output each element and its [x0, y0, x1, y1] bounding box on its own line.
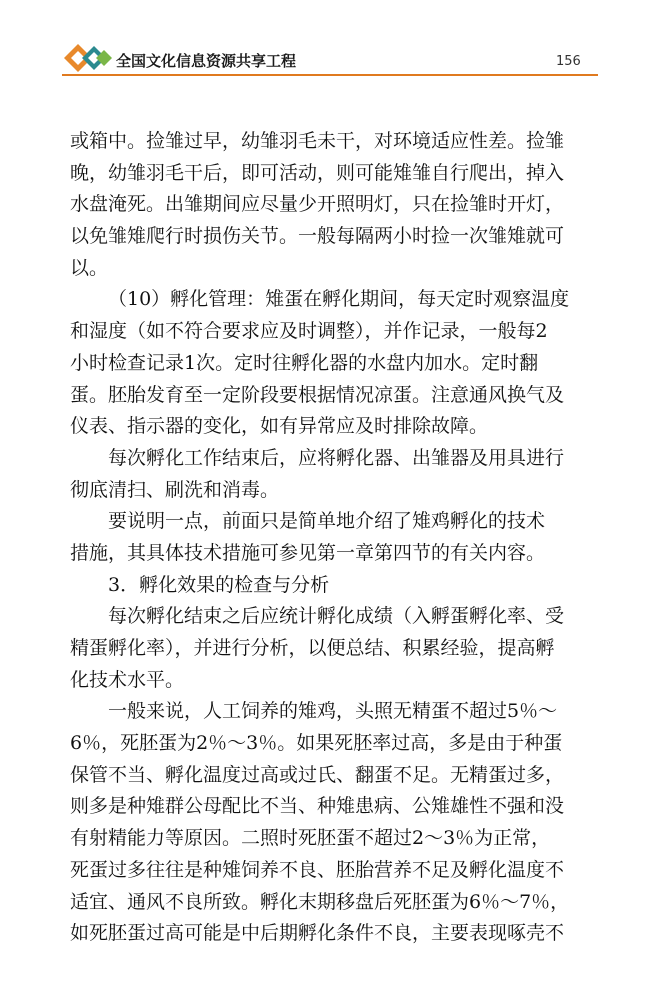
text-line: 水盘淹死。出雏期间应尽量少开照明灯，只在捡雏时开灯，: [70, 193, 565, 216]
text-line: 或箱中。捡雏过早，幼雏羽毛未干，对环境适应性差。捡雏: [70, 130, 565, 152]
text-line: 和湿度（如不符合要求应及时调整），并作记录，一般每2: [70, 320, 548, 343]
text-line: 小时检查记录1次。定时往孵化器的水盘内加水。定时翻: [70, 351, 539, 374]
text-line: 有射精能力等原因。二照时死胚蛋不超过2～3％为正常，: [70, 827, 551, 850]
text-line: 彻底清扫、刷洗和消毒。: [70, 478, 280, 501]
text-line: 以免雏雉爬行时损伤关节。一般每隔两小时捡一次雏雉就可: [70, 225, 565, 248]
body-text: [70, 126, 610, 950]
text-line: 措施，其具体技术措施可参见第一章第四节的有关内容。: [70, 541, 546, 564]
text-line: 保管不当、孵化温度过高或过氏、翻蛋不足。无精蛋过多，: [70, 763, 565, 786]
text-line: 晚，幼雏羽毛干后，即可活动，则可能雉雏自行爬出，掉入: [70, 161, 565, 184]
header-divider: [62, 74, 598, 76]
resource-sharing-logo-icon: [62, 40, 114, 76]
text-line: 则多是种雉群公母配比不当、种雉患病、公雉雄性不强和没: [70, 795, 565, 818]
text-line: 如死胚蛋过高可能是中后期孵化条件不良，主要表现啄壳不: [70, 922, 565, 945]
text-line: （10）孵化管理：雉蛋在孵化期间，每天定时观察温度: [108, 288, 570, 311]
page-number: 156: [556, 54, 581, 69]
page-header: [0, 0, 646, 80]
header-title: 全国文化信息资源共享工程: [116, 52, 297, 70]
text-line: 一般来说，人工饲养的雉鸡，头照无精蛋不超过5％～: [108, 700, 558, 723]
text-line: 精蛋孵化率），并进行分析，以便总结、积累经验，提高孵: [70, 637, 555, 659]
text-line: 以。: [70, 256, 109, 279]
text-line: 死蛋过多往往是种雉饲养不良、胚胎营养不足及孵化温度不: [70, 858, 565, 881]
text-line: 化技术水平。: [70, 668, 185, 691]
text-line: 蛋。胚胎发育至一定阶段要根据情况凉蛋。注意通风换气及: [70, 383, 565, 406]
text-line: 每次孵化结束之后应统计孵化成绩（入孵蛋孵化率、受: [108, 605, 565, 628]
text-line: 要说明一点，前面只是简单地介绍了雉鸡孵化的技术: [108, 510, 546, 533]
text-line: 仪表、指示器的变化，如有异常应及时排除故障。: [70, 415, 489, 438]
text-line: 每次孵化工作结束后，应将孵化器、出雏器及用具进行: [108, 446, 565, 469]
text-line: 6％，死胚蛋为2％～3％。如果死胚率过高，多是由于种蛋: [70, 732, 563, 755]
text-line: 3．孵化效果的检查与分析: [108, 573, 330, 596]
text-line: 适宜、通风不良所致。孵化末期移盘后死胚蛋为6％～7％，: [70, 890, 570, 913]
